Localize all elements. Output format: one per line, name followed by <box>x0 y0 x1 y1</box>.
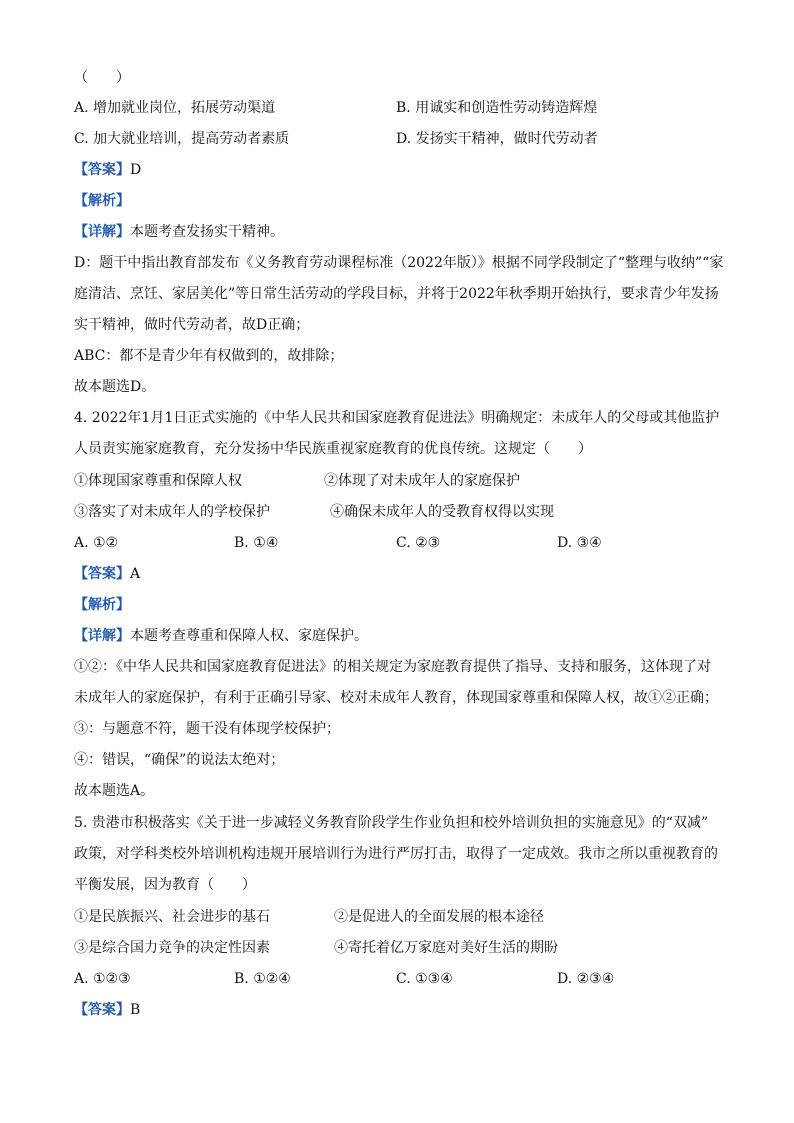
detail-tag: 【详解】 <box>74 224 130 240</box>
answer-value: A <box>130 566 141 582</box>
q4-stem-line: 人员责实施家庭教育，充分发扬中华民族重视家庭教育的优良传统。这规定（ ） <box>74 441 592 457</box>
q3-option-b: B. 用诚实和创造性劳动铸造辉煌 <box>396 100 598 116</box>
q4-item-4: ④确保未成年人的受教育权得以实现 <box>330 504 554 520</box>
q4-item-1: ①体现国家尊重和保障人权 <box>74 473 242 489</box>
q4-option-c: C. ②③ <box>396 535 441 551</box>
q4-conclusion: 故本题选A。 <box>74 783 155 799</box>
q4-option-a: A. ①② <box>74 535 119 551</box>
q4-explanation-line: 未成年人的家庭保护，有利于正确引导家、校对未成年人教育，体现国家尊重和保障人权，故①②正确； <box>74 690 718 706</box>
answer-value: D <box>130 162 142 178</box>
q3-explanation-line: 庭清洁、烹饪、家居美化”等日常生活劳动的学段目标，并将于2022年秋季期开始执行，要求青少年发扬 <box>74 286 719 302</box>
q3-detail <box>74 222 730 242</box>
detail-tag: 【详解】 <box>74 628 130 644</box>
q5-option-c: C. ①③④ <box>396 971 453 987</box>
answer-tag: 【答案】 <box>74 566 130 582</box>
q3-analysis-heading <box>74 191 730 211</box>
answer-tag: 【答案】 <box>74 162 130 178</box>
q5-answer <box>74 1000 730 1020</box>
q3-option-c: C. 加大就业培训，提高劳动者素质 <box>74 131 290 147</box>
q5-stem-line: 政策，对学科类校外培训机构违规开展培训行为进行严厉打击，取得了一定成效。我市之所以重视教育的 <box>74 846 718 862</box>
answer-tag: 【答案】 <box>74 1002 130 1018</box>
q4-answer <box>74 564 730 584</box>
q3-option-a: A. 增加就业岗位，拓展劳动渠道 <box>74 100 276 116</box>
q4-option-b: B. ①④ <box>234 535 279 551</box>
q4-option-d: D. ③④ <box>557 535 602 551</box>
q3-explanation-line: D：题干中指出教育部发布《义务教育劳动课程标准（2022年版）》根据不同学段制定了“整理与收纳”“家 <box>74 255 724 271</box>
q4-item-2: ②体现了对未成年人的家庭保护 <box>324 473 520 489</box>
q4-explanation-line: ③：与题意不符，题干没有体现学校保护； <box>74 721 340 737</box>
q5-option-b: B. ①②④ <box>234 971 291 987</box>
q3-option-d: D. 发扬实干精神，做时代劳动者 <box>396 131 598 147</box>
q4-item-3: ③落实了对未成年人的学校保护 <box>74 504 270 520</box>
q5-item-2: ②是促进人的全面发展的根本途径 <box>334 909 544 925</box>
analysis-tag: 【解析】 <box>74 193 130 209</box>
q5-item-1: ①是民族振兴、社会进步的基石 <box>74 909 270 925</box>
q5-item-4: ④寄托着亿万家庭对美好生活的期盼 <box>334 940 558 956</box>
q5-stem-line: 5. 贵港市积极落实《关于进一步减轻义务教育阶段学生作业负担和校外培训负担的实施意见》的“双减” <box>74 815 709 831</box>
detail-text: 本题考查发扬实干精神。 <box>130 224 284 240</box>
analysis-tag: 【解析】 <box>74 597 130 613</box>
q4-detail <box>74 626 730 646</box>
q4-analysis-heading <box>74 595 730 615</box>
q3-explanation-line: 实干精神，做时代劳动者，故D正确； <box>74 317 310 333</box>
answer-value: B <box>130 1002 141 1018</box>
q3-conclusion: 故本题选D。 <box>74 379 156 395</box>
q3-stem-tail: （ ） <box>74 70 130 86</box>
q4-explanation-line: ①②：《中华人民共和国家庭教育促进法》的相关规定为家庭教育提供了指导、支持和服务，这体现了对 <box>74 659 711 675</box>
q5-option-a: A. ①②③ <box>74 971 131 987</box>
q5-stem-line: 平衡发展，因为教育（ ） <box>74 877 256 893</box>
q3-answer <box>74 160 730 180</box>
detail-text: 本题考查尊重和保障人权、家庭保护。 <box>130 628 368 644</box>
q4-explanation-line: ④：错误，“确保”的说法太绝对； <box>74 752 285 768</box>
q3-explanation-line: ABC：都不是青少年有权做到的，故排除； <box>74 348 344 364</box>
q4-stem-line: 4. 2022年1月1日正式实施的《中华人民共和国家庭教育促进法》明确规定：未成年人的父母或其他监护 <box>74 410 720 426</box>
q5-item-3: ③是综合国力竞争的决定性因素 <box>74 940 270 956</box>
q5-option-d: D. ②③④ <box>557 971 615 987</box>
